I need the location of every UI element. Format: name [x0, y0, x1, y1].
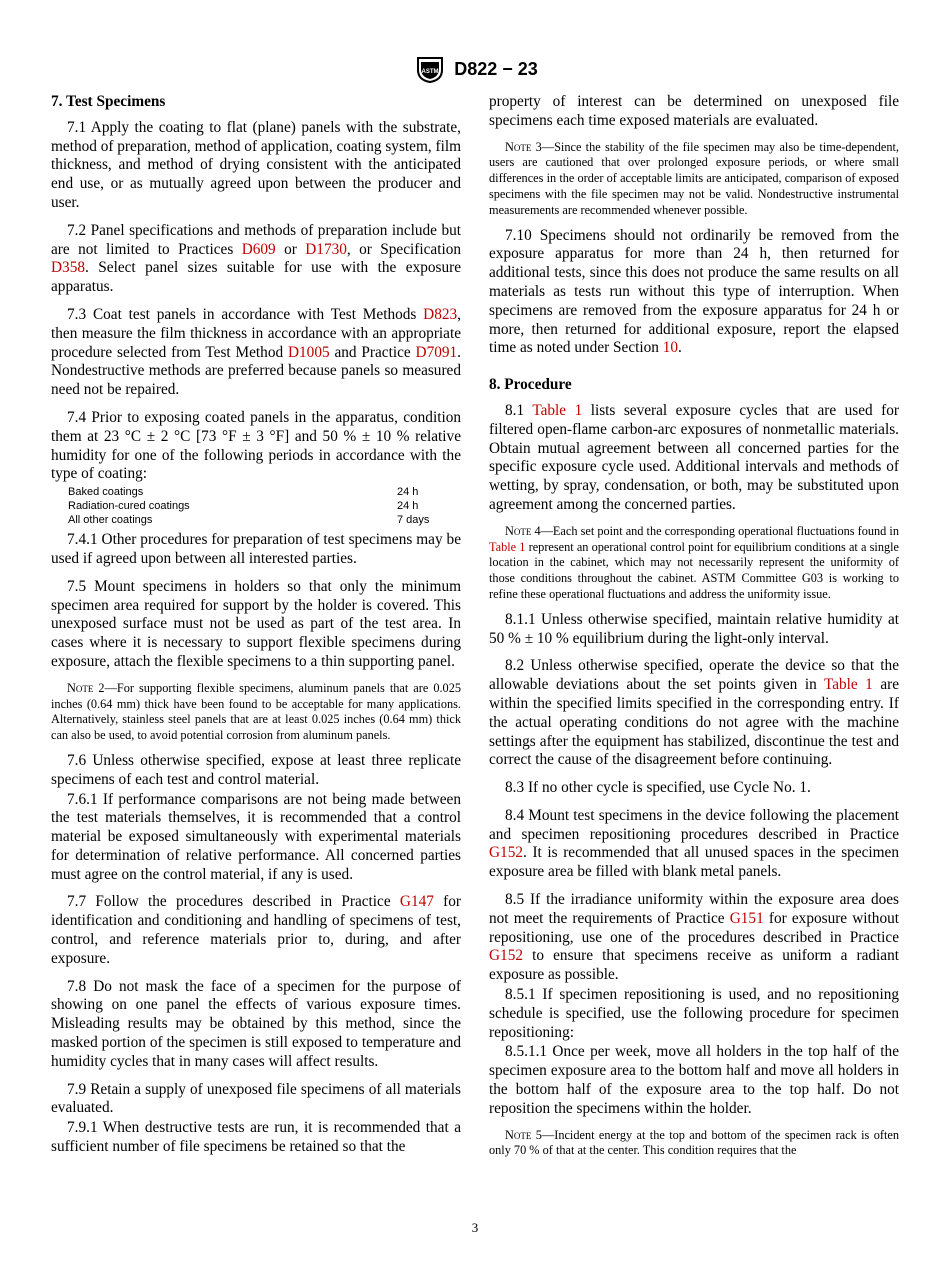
coating-type: Baked coatings	[68, 486, 144, 499]
paragraph-8-4: 8.4 Mount test specimens in the device following the placement and specimen repositioning procedures described in Practice G152. It is recommended that all unused spaces in the specimen exposure area be filled with blank metal panels.	[489, 806, 899, 881]
link-table-1[interactable]: Table 1	[823, 676, 873, 694]
paragraph-8-3: 8.3 If no other cycle is specified, use Cycle No. 1.	[505, 779, 811, 797]
left-column	[51, 93, 461, 1166]
paragraph-8-2: 8.2 Unless otherwise specified, operate the device so that the allowable deviations about the set points given in Table 1 are within the specified limits specified in the corresponding entry. If the actual operating conditions do not agree with the machine settings after the equipment has stabilized, discontinue the test and correct the cause of the disagreement before continuing.	[489, 657, 900, 769]
section-8-heading: 8. Procedure	[489, 376, 572, 394]
astm-logo-icon	[412, 54, 448, 84]
paragraph-7-9-1-continued: property of interest can be determined on unexposed file specimens each time exposed materials are evaluated.	[489, 93, 899, 129]
section-7-heading: 7. Test Specimens	[51, 93, 166, 110]
link-g152[interactable]: G152	[489, 947, 523, 965]
paragraph-7-4: 7.4 Prior to exposing coated panels in the apparatus, condition them at 23 °C ± 2 °C [73 °F ± 3 °F] and 50 % ± 10 % relative humidity for one of the following periods in accordance with the type of coating:	[51, 408, 461, 483]
link-table-1[interactable]: Table 1	[489, 539, 526, 554]
note-3: Note 3—Since the stability of the file specimen may also be time-dependent, users are cautioned that over prolonged exposure periods, or where small differences in the order of acceptable limits are anticipated, comparison of exposed specimens with the file specimen may not be valid. Nondestructive instrumental measurements are recommended whenever possible.	[489, 139, 899, 217]
paragraph-8-5: 8.5 If the irradiance uniformity within the exposure area does not meet the requirements of Practice G151 for exposure without repositioning, use one of the procedures described in Practice G152 to ensure that specimens receive as uniform a radiant exposure as possible.	[489, 891, 899, 984]
link-d609[interactable]: D609	[241, 240, 276, 258]
paragraph-8-1-1: 8.1.1 Unless otherwise specified, maintain relative humidity at 50 % ± 10 % equilibrium during the light-only interval.	[489, 610, 899, 647]
link-table-1[interactable]: Table 1	[532, 401, 583, 419]
conditioning-period: 7 days	[397, 514, 430, 527]
page-header	[0, 54, 950, 89]
paragraph-8-5-1: 8.5.1 If specimen repositioning is used, and no repositioning schedule is specified, use the following procedure for specimen repositioning:	[489, 986, 899, 1041]
link-g152[interactable]: G152	[489, 844, 523, 862]
right-column	[489, 93, 899, 1167]
paragraph-7-1: 7.1 Apply the coating to flat (plane) panels with the substrate, method of preparation, method of application, coating system, film thickness, and method of drying consistent with the anticipated end use, or as mutually agreed upon between the producer and user.	[51, 118, 461, 211]
table-row	[68, 513, 429, 527]
paragraph-8-1: 8.1 Table 1 lists several exposure cycles that are used for filtered open-flame carbon-arc exposures of nonmetallic materials. Obtain mutual agreement between all concerned parties for the specific exposure cycle used. Additional intervals and methods of wetting, by spray, condensation, or both, may be substituted upon agreement among the concerned parties.	[489, 401, 899, 513]
paragraph-7-9: 7.9 Retain a supply of unexposed file specimens of all materials evaluated.	[51, 1080, 461, 1117]
table-row	[68, 499, 429, 513]
note-2: Note 2—For supporting flexible specimens, aluminum panels that are 0.025 inches (0.64 mm) thick have been found to be acceptable for many applications. Alternatively, stainless steel panels that are at least 0.025 inches (0.64 mm) thick can also be used, to avoid potential corrosion from aluminum panels.	[51, 680, 461, 743]
link-d1730[interactable]: D1730	[305, 240, 347, 258]
paragraph-7-10: 7.10 Specimens should not ordinarily be removed from the exposure apparatus for more than 24 h, then returned for additional tests, since this does not produce the same results on all materials as tests run without this type of interruption. When specimens are removed from the exposure apparatus for 24 h or more, then returned for additional exposure, report the elapsed time as noted under Section 10.	[489, 226, 899, 357]
link-g151[interactable]: G151	[729, 909, 764, 927]
paragraph-7-9-1: 7.9.1 When destructive tests are run, it is recommended that a sufficient number of file specimens be retained so that the	[51, 1119, 461, 1156]
paragraph-7-2: 7.2 Panel specifications and methods of preparation include but are not limited to Practices D609 or D1730, or Specification D358. Select panel sizes suitable for use with the exposure apparatus.	[51, 221, 461, 296]
document-designation: D822 − 23	[454, 58, 538, 79]
conditioning-period: 24 h	[397, 500, 419, 513]
paragraph-7-6-1: 7.6.1 If performance comparisons are not being made between the test materials themselves, it is recommended that a control material be exposed simultaneously with experimental materials for determination of relative performance. All concerned parties must agree on the control material, if any is used.	[51, 790, 461, 883]
paragraph-7-7: 7.7 Follow the procedures described in Practice G147 for identification and conditioning and handling of specimens of test, control, and reference materials prior to, during, and after exposure.	[51, 893, 461, 967]
paragraph-7-5: 7.5 Mount specimens in holders so that only the minimum specimen area required for support by the holder is covered. This unexposed surface must not be used as part of the test area. In cases where it is necessary to support flexible specimens during exposure, attach the flexible specimens to a thin supporting panel.	[51, 577, 461, 670]
paragraph-7-8: 7.8 Do not mask the face of a specimen for the purpose of showing on one panel the effects of various exposure times. Misleading results may be obtained by this method, since the masked portion of the specimen is still exposed to temperature and humidity cycles that in many cases will affect results.	[51, 977, 461, 1070]
link-section-10[interactable]: 10	[662, 339, 679, 357]
paragraph-7-3: 7.3 Coat test panels in accordance with Test Methods D823, then measure the film thickness in accordance with an appropriate procedure selected from Test Method D1005 and Practice D7091. Nondestructive methods are preferred because panels so measured need not be repaired.	[51, 305, 461, 399]
note-4: Note 4—Each set point and the corresponding operational fluctuations found in Table 1 represent an operational control point for equilibrium conditions at a single location in the cabinet, which may not necessarily represent the uniformity of those conditions throughout the cabinet. ASTM Committee G03 is working to refine these operational fluctuations and address the uniformity issue.	[489, 523, 899, 601]
conditioning-periods-table	[68, 485, 429, 527]
link-g147[interactable]: G147	[399, 893, 434, 911]
link-d358[interactable]: D358	[51, 259, 85, 277]
link-d7091[interactable]: D7091	[415, 343, 458, 361]
coating-type: Radiation-cured coatings	[68, 500, 190, 513]
conditioning-period: 24 h	[397, 486, 419, 499]
link-d823[interactable]: D823	[423, 305, 458, 323]
link-d1005[interactable]: D1005	[287, 343, 330, 361]
paragraph-7-6: 7.6 Unless otherwise specified, expose at least three replicate specimens of each test and control material.	[51, 751, 461, 788]
paragraph-7-4-1: 7.4.1 Other procedures for preparation of test specimens may be used if agreed upon between all interested parties.	[51, 531, 461, 567]
page-number: 3	[471, 1220, 479, 1235]
note-5: Note 5—Incident energy at the top and bottom of the specimen rack is often only 70 % of that at the center. This condition requires that the	[489, 1127, 899, 1158]
logo-text: ASTM	[421, 69, 439, 75]
table-row	[68, 485, 429, 499]
coating-type: All other coatings	[68, 514, 153, 527]
paragraph-8-5-1-1: 8.5.1.1 Once per week, move all holders in the top half of the specimen exposure area to the bottom half and move all holders in the bottom half of the exposure area to the top half. Do not reposition the specimens within the holder.	[489, 1043, 899, 1117]
